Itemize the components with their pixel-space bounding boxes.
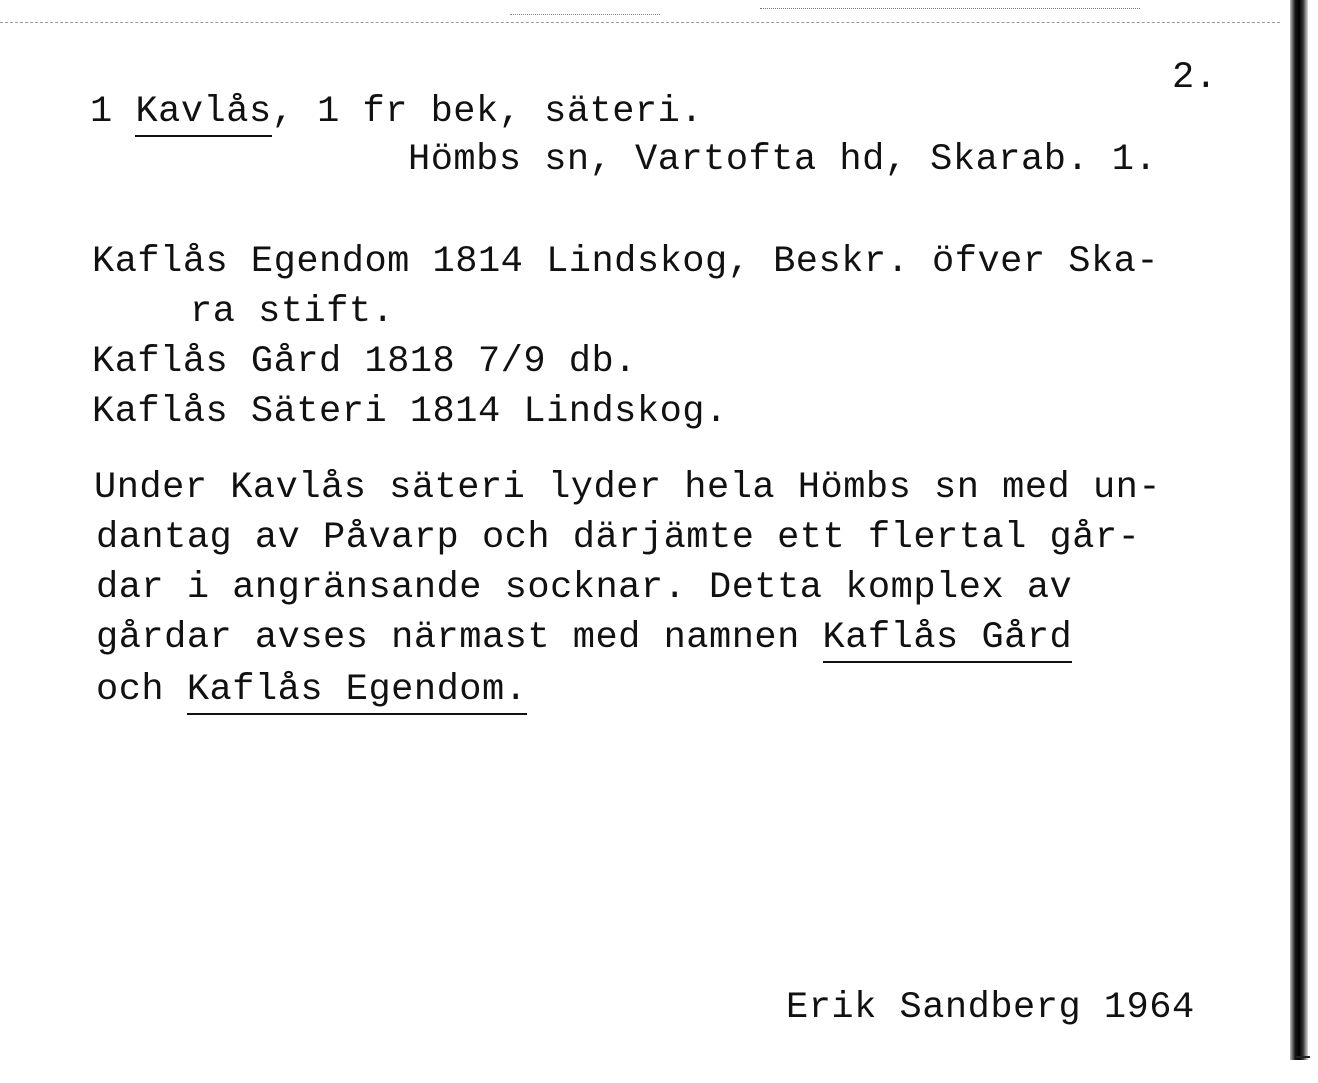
paragraph-text: gårdar avses närmast med namnen (96, 617, 823, 659)
paragraph-line: dantag av Påvarp och därjämte ett flertal går- (96, 517, 1141, 559)
form-line: ra stift. (190, 291, 395, 333)
page-number: 2. (1172, 57, 1218, 99)
entry-heading-rest: , 1 fr bek, säteri. (271, 91, 704, 133)
paragraph-line: Under Kavlås säteri lyder hela Hömbs sn med un- (94, 467, 1162, 509)
signature: Erik Sandberg 1964 (786, 987, 1195, 1029)
paragraph-text: och (96, 669, 187, 711)
scan-top-edge (0, 22, 1280, 23)
form-line: Kaflås Säteri 1814 Lindskog. (92, 391, 728, 433)
paragraph-line: dar i angränsande socknar. Detta komplex av (96, 567, 1073, 609)
entry-heading (90, 90, 703, 134)
scan-right-edge (1290, 0, 1308, 1060)
entry-name: Kavlås (135, 91, 271, 137)
scan-right-edge-foot (1296, 1056, 1310, 1058)
paragraph-line (96, 616, 1072, 660)
underlined-name: Kaflås Gård (823, 617, 1073, 663)
paragraph-line (96, 668, 527, 712)
scan-top-edge-fragment (760, 8, 1140, 9)
form-line: Kaflås Gård 1818 7/9 db. (92, 341, 637, 383)
scan-top-edge-fragment (510, 14, 660, 15)
form-line: Kaflås Egendom 1814 Lindskog, Beskr. öfver Ska- (92, 241, 1160, 283)
entry-number: 1 (90, 91, 113, 133)
entry-location: Hömbs sn, Vartofta hd, Skarab. 1. (408, 139, 1158, 181)
underlined-name: Kaflås Egendom. (187, 669, 528, 715)
